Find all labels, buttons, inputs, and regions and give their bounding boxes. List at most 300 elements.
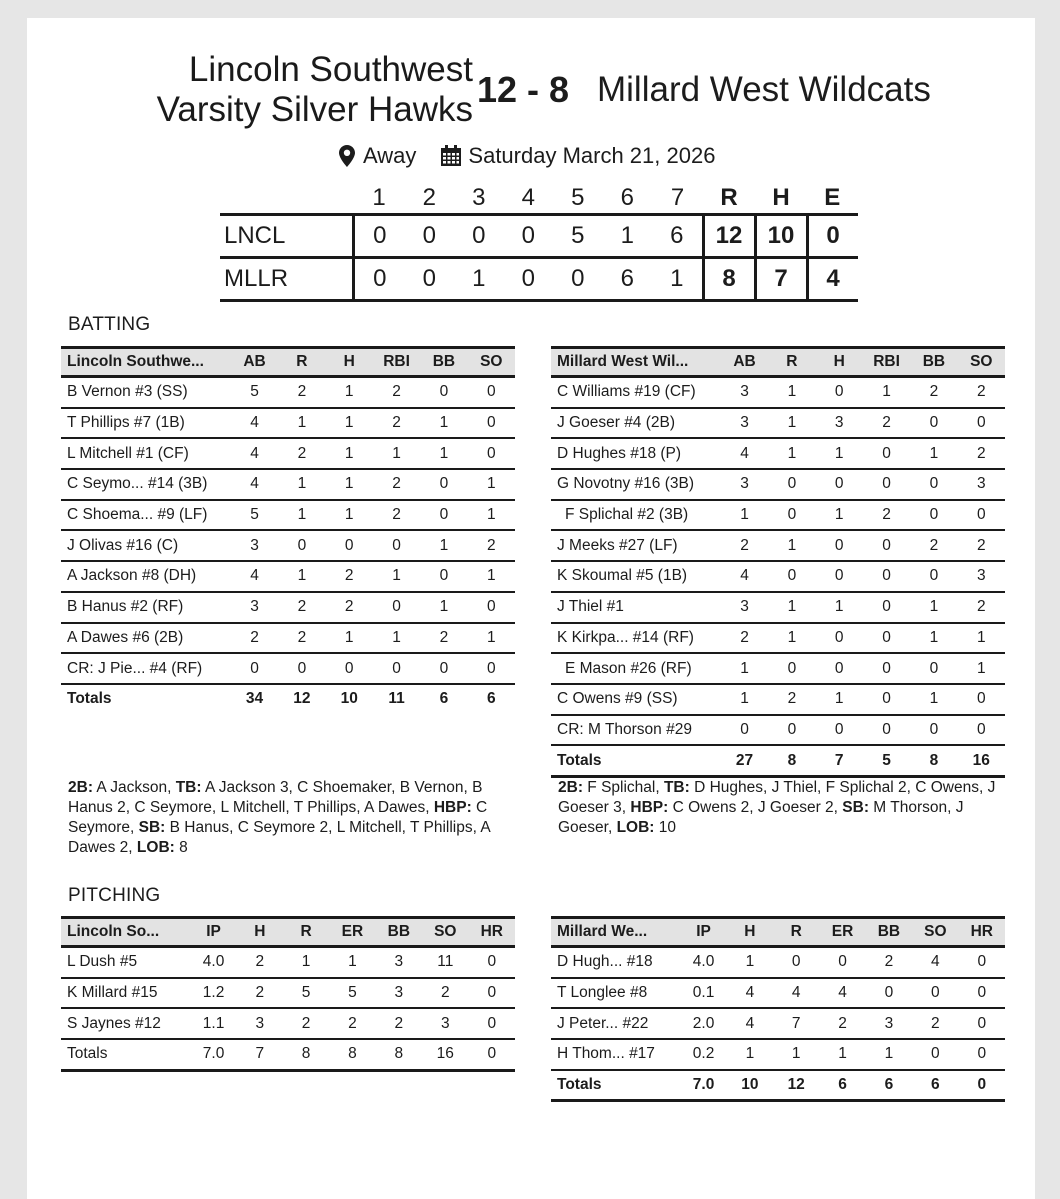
totals-value: 11 (388, 690, 405, 708)
player-name: A Dawes #6 (2B) (61, 623, 231, 654)
stat-value: 3 (958, 561, 1005, 592)
stat-value: 1 (910, 623, 957, 654)
stat-value: 2 (819, 1008, 865, 1039)
stat-value: 2 (376, 1008, 422, 1039)
stat-column-header: BB (910, 348, 957, 377)
stat-value: 0 (420, 561, 467, 592)
player-row (61, 469, 515, 500)
stat-value: 3 (816, 408, 863, 439)
stat-column-header: SO (468, 348, 515, 377)
inning-runs: 6 (603, 258, 653, 301)
batting-table-away (551, 346, 1005, 778)
stat-value: 0 (959, 1008, 1005, 1039)
stat-value: 0 (469, 1008, 515, 1039)
stat-value: 0 (768, 653, 815, 684)
stat-value: 0 (816, 653, 863, 684)
stat-column-header: H (326, 348, 373, 377)
stat-value: 1 (727, 947, 773, 978)
totals-value: 12 (773, 1070, 819, 1101)
note-label: 2B: (558, 779, 583, 796)
totals-value: 8 (376, 1039, 422, 1070)
stat-column-header: H (816, 348, 863, 377)
stat-value: 0 (768, 561, 815, 592)
inning-header: 6 (620, 184, 634, 211)
batting-notes-home (68, 778, 516, 858)
player-row (551, 1008, 1005, 1039)
stat-value: 0 (863, 715, 910, 746)
player-row (551, 623, 1005, 654)
batting-notes-away (558, 778, 1006, 838)
line-score-corner (220, 183, 354, 215)
note-text: 8 (174, 839, 188, 856)
stat-value: 0 (863, 561, 910, 592)
totals-value: 10 (340, 690, 358, 708)
stat-value: 1 (278, 408, 325, 439)
stat-value: 1 (329, 947, 375, 978)
player-name: J Thiel #1 (551, 592, 721, 623)
stat-value: 1 (468, 469, 515, 500)
player-name: J Olivas #16 (C) (61, 530, 231, 561)
total-errors: 0 (807, 215, 858, 258)
team-column-header: Millard We... (551, 918, 680, 947)
stat-header-row (61, 348, 515, 377)
stat-value: 0 (958, 684, 1005, 715)
stat-value: 5 (231, 500, 278, 531)
totals-value: 0 (469, 1039, 515, 1070)
inning-header: 5 (571, 184, 585, 211)
stat-value: 2 (231, 623, 278, 654)
totals-value: 6 (819, 1070, 865, 1101)
total-hits: 7 (755, 258, 807, 301)
totals-label: Totals (551, 1070, 680, 1101)
pitching-table-home (61, 916, 515, 1072)
stat-value: 1 (468, 500, 515, 531)
stat-value: 0 (910, 469, 957, 500)
stat-value: 11 (422, 947, 468, 978)
stat-value: 1 (773, 1039, 819, 1070)
inning-runs: 0 (405, 215, 455, 258)
stat-value: 2 (721, 623, 768, 654)
stat-value: 1 (958, 653, 1005, 684)
player-name: K Skoumal #5 (1B) (551, 561, 721, 592)
stat-value: 1 (420, 408, 467, 439)
totals-value: 7.0 (680, 1070, 726, 1101)
stat-value: 2 (278, 623, 325, 654)
stat-value: 5 (283, 978, 329, 1009)
player-name: L Mitchell #1 (CF) (61, 438, 231, 469)
stat-column-header: AB (721, 348, 768, 377)
player-row (61, 377, 515, 408)
stat-value: 1.2 (190, 978, 236, 1009)
stat-value: 2 (278, 438, 325, 469)
stat-column-header: RBI (373, 348, 420, 377)
inning-runs: 0 (354, 258, 405, 301)
stat-column-header: SO (912, 918, 958, 947)
line-score-row (220, 258, 858, 301)
stat-value: 1 (768, 530, 815, 561)
map-pin-icon (339, 145, 355, 167)
stat-value: 3 (376, 978, 422, 1009)
stat-value: 0 (816, 561, 863, 592)
stat-value: 0 (278, 653, 325, 684)
player-row (551, 715, 1005, 746)
home-team-name (127, 50, 473, 130)
stat-value: 0 (959, 978, 1005, 1009)
totals-value: 6 (912, 1070, 958, 1101)
stat-value: 2 (373, 469, 420, 500)
stat-value: 2.0 (680, 1008, 726, 1039)
totals-value: 16 (422, 1039, 468, 1070)
stat-value: 0 (863, 530, 910, 561)
calendar-icon (440, 145, 462, 167)
stat-value: 2 (420, 623, 467, 654)
stat-value: 4 (727, 978, 773, 1009)
stat-value: 0 (469, 978, 515, 1009)
player-name: A Jackson #8 (DH) (61, 561, 231, 592)
stat-value: 1 (468, 623, 515, 654)
stat-value: 2 (373, 500, 420, 531)
stat-value: 2 (863, 500, 910, 531)
player-row (551, 408, 1005, 439)
batting-table-home (61, 346, 515, 714)
stat-value: 1 (326, 408, 373, 439)
stat-value: 0.2 (680, 1039, 726, 1070)
player-row (551, 530, 1005, 561)
inning-runs: 0 (354, 215, 405, 258)
stat-value: 0 (768, 500, 815, 531)
stat-column-header: SO (422, 918, 468, 947)
stat-header-row (551, 918, 1005, 947)
player-row (61, 653, 515, 684)
stat-value: 0 (910, 408, 957, 439)
stat-value: 0 (959, 947, 1005, 978)
stat-value: 2 (468, 530, 515, 561)
inning-runs: 0 (504, 215, 554, 258)
totals-label: Totals (551, 745, 721, 776)
stat-value: 4 (231, 438, 278, 469)
stat-value: 2 (283, 1008, 329, 1039)
stat-value: 0 (373, 530, 420, 561)
stat-column-header: AB (231, 348, 278, 377)
player-name: C Seymo... #14 (3B) (61, 469, 231, 500)
runs-header: R (720, 184, 738, 211)
line-score-row (220, 215, 858, 258)
stat-value: 1 (420, 592, 467, 623)
stat-value: 2 (373, 408, 420, 439)
total-hits: 10 (755, 215, 807, 258)
totals-value: 7 (816, 745, 863, 776)
player-name: B Hanus #2 (RF) (61, 592, 231, 623)
player-name: CR: J Pie... #4 (RF) (61, 653, 231, 684)
stat-value: 0 (816, 530, 863, 561)
stat-column-header: IP (680, 918, 726, 947)
note-label: HBP: (433, 799, 472, 816)
stat-column-header: BB (866, 918, 912, 947)
stat-value: 1 (721, 684, 768, 715)
stat-value: 3 (237, 1008, 283, 1039)
total-errors: 4 (807, 258, 858, 301)
note-text: D Hughes, J Thiel, F Splichal 2, C Owens, J Goeser 3, (558, 779, 1000, 816)
stat-value: 1 (727, 1039, 773, 1070)
stat-column-header: ER (819, 918, 865, 947)
stat-value: 0 (816, 715, 863, 746)
stat-value: 5 (329, 978, 375, 1009)
stat-value: 2 (237, 947, 283, 978)
stat-value: 1 (768, 438, 815, 469)
inning-runs: 1 (603, 215, 653, 258)
note-text: M Thorson, J Goeser, (558, 799, 968, 836)
stat-value: 0 (866, 978, 912, 1009)
stat-value: 2 (278, 377, 325, 408)
stat-value: 1 (816, 592, 863, 623)
stat-value: 1 (326, 500, 373, 531)
stat-value: 2 (329, 1008, 375, 1039)
stat-column-header: R (768, 348, 815, 377)
player-name: K Kirkpa... #14 (RF) (551, 623, 721, 654)
stat-value: 2 (910, 377, 957, 408)
stat-value: 1 (816, 684, 863, 715)
stat-value: 4 (727, 1008, 773, 1039)
stat-value: 0 (468, 592, 515, 623)
stat-value: 0 (231, 653, 278, 684)
inning-header: 1 (372, 184, 386, 211)
player-name: C Owens #9 (SS) (551, 684, 721, 715)
inning-header: 3 (472, 184, 486, 211)
stat-column-header: IP (190, 918, 236, 947)
totals-row (551, 1070, 1005, 1101)
stat-column-header: BB (376, 918, 422, 947)
player-name: G Novotny #16 (3B) (551, 469, 721, 500)
stat-column-header: R (278, 348, 325, 377)
team-column-header: Lincoln Southwe... (61, 348, 231, 377)
inning-runs: 0 (454, 215, 504, 258)
stat-value: 4 (231, 408, 278, 439)
totals-value: 5 (863, 745, 910, 776)
stat-value: 0 (958, 715, 1005, 746)
stat-value: 1 (373, 561, 420, 592)
stat-value: 1 (816, 438, 863, 469)
pitching-section-title: PITCHING (68, 885, 161, 906)
stat-value: 3 (866, 1008, 912, 1039)
stat-value: 0 (420, 377, 467, 408)
stat-value: 0 (816, 623, 863, 654)
stat-value: 0 (910, 561, 957, 592)
player-name: C Shoema... #9 (LF) (61, 500, 231, 531)
player-row (61, 500, 515, 531)
errors-header: E (824, 184, 841, 211)
player-row (551, 653, 1005, 684)
player-row (551, 438, 1005, 469)
inning-runs: 5 (553, 215, 603, 258)
total-runs: 12 (703, 215, 755, 258)
stat-value: 1 (326, 623, 373, 654)
box-score-sheet (27, 18, 1035, 1199)
team-column-header: Lincoln So... (61, 918, 190, 947)
stat-value: 1 (768, 377, 815, 408)
stat-column-header: R (773, 918, 819, 947)
hits-header: H (772, 184, 790, 211)
stat-value: 3 (231, 530, 278, 561)
stat-value: 1 (721, 500, 768, 531)
pitching-table-away (551, 916, 1005, 1102)
totals-row (61, 1039, 515, 1070)
totals-row (61, 684, 515, 714)
player-row (61, 408, 515, 439)
player-row (61, 947, 515, 978)
player-name: CR: M Thorson #29 (551, 715, 721, 746)
stat-value: 1 (420, 438, 467, 469)
stat-value: 0 (910, 715, 957, 746)
stat-value: 1 (958, 623, 1005, 654)
stat-value: 0 (773, 947, 819, 978)
stat-value: 0 (816, 377, 863, 408)
stat-value: 4 (721, 438, 768, 469)
inning-runs: 0 (553, 258, 603, 301)
note-text: B Hanus, C Seymore 2, L Mitchell, T Phillips, A Dawes 2, (68, 819, 495, 856)
player-name: J Peter... #22 (551, 1008, 680, 1039)
player-row (61, 561, 515, 592)
player-row (551, 947, 1005, 978)
stat-value: 0 (420, 653, 467, 684)
stat-value: 2 (866, 947, 912, 978)
stat-value: 1 (910, 684, 957, 715)
totals-value: 8 (329, 1039, 375, 1070)
stat-value: 0 (816, 469, 863, 500)
player-name: E Mason #26 (RF) (551, 653, 721, 684)
note-text: C Seymore, (68, 799, 492, 836)
game-meta (339, 142, 715, 170)
stat-value: 1 (420, 530, 467, 561)
stat-value: 2 (912, 1008, 958, 1039)
stat-column-header: BB (420, 348, 467, 377)
stat-value: 7 (773, 1008, 819, 1039)
note-text: C Owens 2, J Goeser 2, (668, 799, 843, 816)
stat-value: 1 (863, 377, 910, 408)
stat-value: 3 (422, 1008, 468, 1039)
stat-value: 2 (958, 592, 1005, 623)
home-team-line1: Lincoln Southwest (188, 50, 473, 89)
stat-value: 2 (373, 377, 420, 408)
player-row (61, 438, 515, 469)
stat-value: 3 (376, 947, 422, 978)
inning-runs: 1 (454, 258, 504, 301)
stat-value: 0 (958, 500, 1005, 531)
stat-value: 3 (721, 592, 768, 623)
stat-value: 1 (278, 500, 325, 531)
stat-value: 3 (958, 469, 1005, 500)
stat-column-header: ER (329, 918, 375, 947)
stat-value: 1 (768, 592, 815, 623)
stat-value: 0 (958, 408, 1005, 439)
stat-value: 1 (373, 438, 420, 469)
note-text: A Jackson 3, C Shoemaker, B Vernon, B Hanus 2, C Seymore, L Mitchell, T Phillips, A Dawes, (68, 779, 487, 816)
away-team-name: Millard West Wildcats (597, 70, 931, 109)
totals-value: 8 (768, 745, 815, 776)
note-text: 10 (654, 819, 677, 836)
player-name: B Vernon #3 (SS) (61, 377, 231, 408)
player-row (551, 500, 1005, 531)
totals-value: 7.0 (190, 1039, 236, 1070)
stat-value: 0 (373, 653, 420, 684)
note-label: TB: (663, 779, 690, 796)
stat-value: 0 (819, 947, 865, 978)
stat-header-row (551, 348, 1005, 377)
player-name: F Splichal #2 (3B) (551, 500, 721, 531)
inning-runs: 6 (652, 215, 703, 258)
team-column-header: Millard West Wil... (551, 348, 721, 377)
stat-value: 2 (768, 684, 815, 715)
player-name: D Hughes #18 (P) (551, 438, 721, 469)
stat-value: 1 (468, 561, 515, 592)
stat-value: 0 (912, 1039, 958, 1070)
stat-value: 2 (422, 978, 468, 1009)
line-score-team: LNCL (220, 215, 354, 258)
stat-value: 0 (721, 715, 768, 746)
inning-header: 7 (670, 184, 685, 211)
stat-value: 2 (958, 530, 1005, 561)
totals-value: 16 (958, 745, 1005, 776)
stat-value: 0 (863, 592, 910, 623)
stat-value: 0 (468, 408, 515, 439)
note-label: SB: (842, 799, 869, 816)
stat-value: 1 (326, 377, 373, 408)
stat-value: 0 (326, 530, 373, 561)
totals-value: 12 (293, 690, 311, 708)
stat-value: 0 (468, 653, 515, 684)
totals-value: 27 (721, 745, 768, 776)
player-name: H Thom... #17 (551, 1039, 680, 1070)
inning-runs: 0 (405, 258, 455, 301)
totals-row (551, 745, 1005, 776)
stat-value: 0 (420, 500, 467, 531)
stat-column-header: HR (959, 918, 1005, 947)
player-row (551, 561, 1005, 592)
stat-value: 1 (283, 947, 329, 978)
stat-value: 0 (910, 653, 957, 684)
player-row (61, 1008, 515, 1039)
player-name: C Williams #19 (CF) (551, 377, 721, 408)
game-location: Away (363, 143, 417, 168)
stat-value: 0 (863, 438, 910, 469)
note-text: F Splichal, (582, 779, 664, 796)
stat-value: 1 (278, 469, 325, 500)
totals-value: 6 (439, 690, 449, 708)
final-score: 12 - 8 (476, 69, 570, 110)
totals-value: 0 (959, 1070, 1005, 1101)
player-name: D Hugh... #18 (551, 947, 680, 978)
player-row (551, 978, 1005, 1009)
totals-value: 7 (237, 1039, 283, 1070)
stat-value: 1 (278, 561, 325, 592)
stat-value: 3 (721, 377, 768, 408)
stat-value: 1 (910, 438, 957, 469)
player-name: S Jaynes #12 (61, 1008, 190, 1039)
player-row (61, 623, 515, 654)
stat-value: 2 (326, 561, 373, 592)
stat-value: 4.0 (680, 947, 726, 978)
stat-value: 3 (721, 408, 768, 439)
player-row (551, 684, 1005, 715)
note-label: LOB: (136, 839, 175, 856)
stat-value: 0 (468, 438, 515, 469)
totals-value: 6 (866, 1070, 912, 1101)
stat-value: 4 (773, 978, 819, 1009)
note-label: LOB: (616, 819, 655, 836)
stat-value: 0 (959, 1039, 1005, 1070)
stat-header-row (61, 918, 515, 947)
game-date: Saturday March 21, 2026 (468, 143, 716, 168)
stat-value: 5 (231, 377, 278, 408)
